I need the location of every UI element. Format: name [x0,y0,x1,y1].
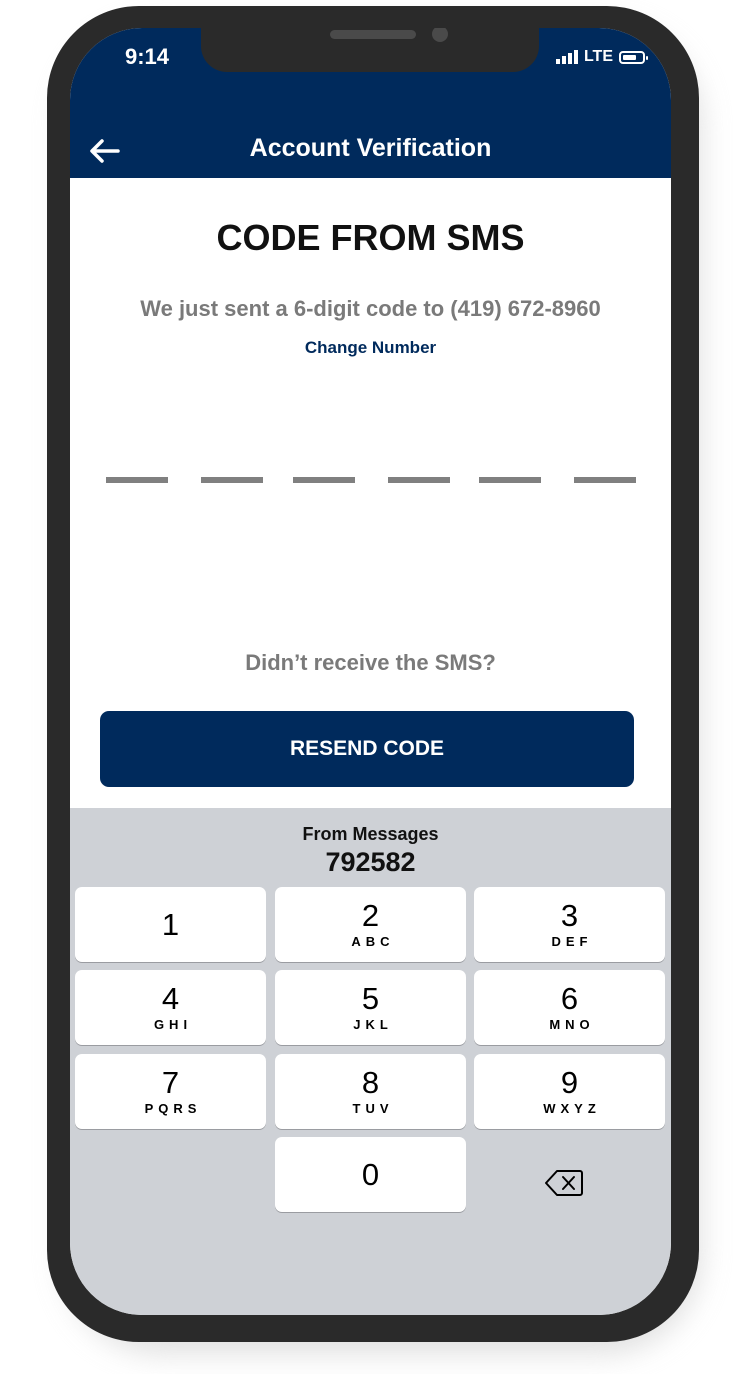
key-letters: MNO [549,1017,595,1032]
key-letters: ABC [351,934,395,949]
key-letters: DEF [551,934,593,949]
verification-heading: CODE FROM SMS [216,217,525,258]
key-letters: WXYZ [543,1101,601,1116]
top-bar [70,28,671,178]
key-6[interactable] [474,970,665,1045]
key-9[interactable] [474,1054,665,1129]
key-2[interactable] [275,887,466,962]
key-7[interactable] [75,1054,266,1129]
suggested-code[interactable]: 792582 [325,847,416,877]
network-label: LTE [583,48,613,65]
code-digit-slot-1[interactable] [106,477,168,483]
key-digit: 0 [361,1156,380,1192]
code-digit-slot-4[interactable] [388,477,450,483]
key-digit: 9 [560,1065,579,1100]
key-letters: TUV [352,1101,394,1116]
key-digit: 6 [560,981,579,1016]
battery-icon [619,51,645,64]
code-digit-slot-5[interactable] [479,477,541,483]
phone-screen [70,28,671,1315]
key-digit: 2 [361,898,380,933]
key-digit: 7 [161,1065,180,1100]
key-letters: GHI [153,1017,193,1032]
backspace-icon[interactable] [544,1168,584,1198]
code-digit-slot-2[interactable] [201,477,263,483]
suggestion-label: From Messages [302,824,439,844]
key-digit: 4 [161,981,180,1016]
status-indicators [556,48,645,66]
key-digit: 5 [361,981,380,1016]
key-3[interactable] [474,887,665,962]
key-8[interactable] [275,1054,466,1129]
sent-code-message: We just sent a 6-digit code to (419) 672-8960 [140,296,601,321]
page-title: Account Verification [249,134,492,162]
key-0[interactable] [275,1137,466,1212]
camera [432,28,448,42]
notch [201,28,539,72]
change-number-link[interactable]: Change Number [304,338,437,357]
key-digit: 8 [361,1065,380,1100]
code-digit-slot-6[interactable] [574,477,636,483]
resend-prompt: Didn’t receive the SMS? [245,650,496,675]
status-time: 9:14 [125,44,170,69]
code-digit-slot-3[interactable] [293,477,355,483]
key-5[interactable] [275,970,466,1045]
key-4[interactable] [75,970,266,1045]
resend-code-button[interactable]: RESEND CODE [100,711,634,787]
signal-icon [556,50,578,64]
speaker [330,30,416,39]
key-digit: 1 [161,906,180,942]
key-1[interactable] [75,887,266,962]
key-letters: JKL [353,1017,393,1032]
key-letters: PQRS [144,1101,202,1116]
key-digit: 3 [560,898,579,933]
